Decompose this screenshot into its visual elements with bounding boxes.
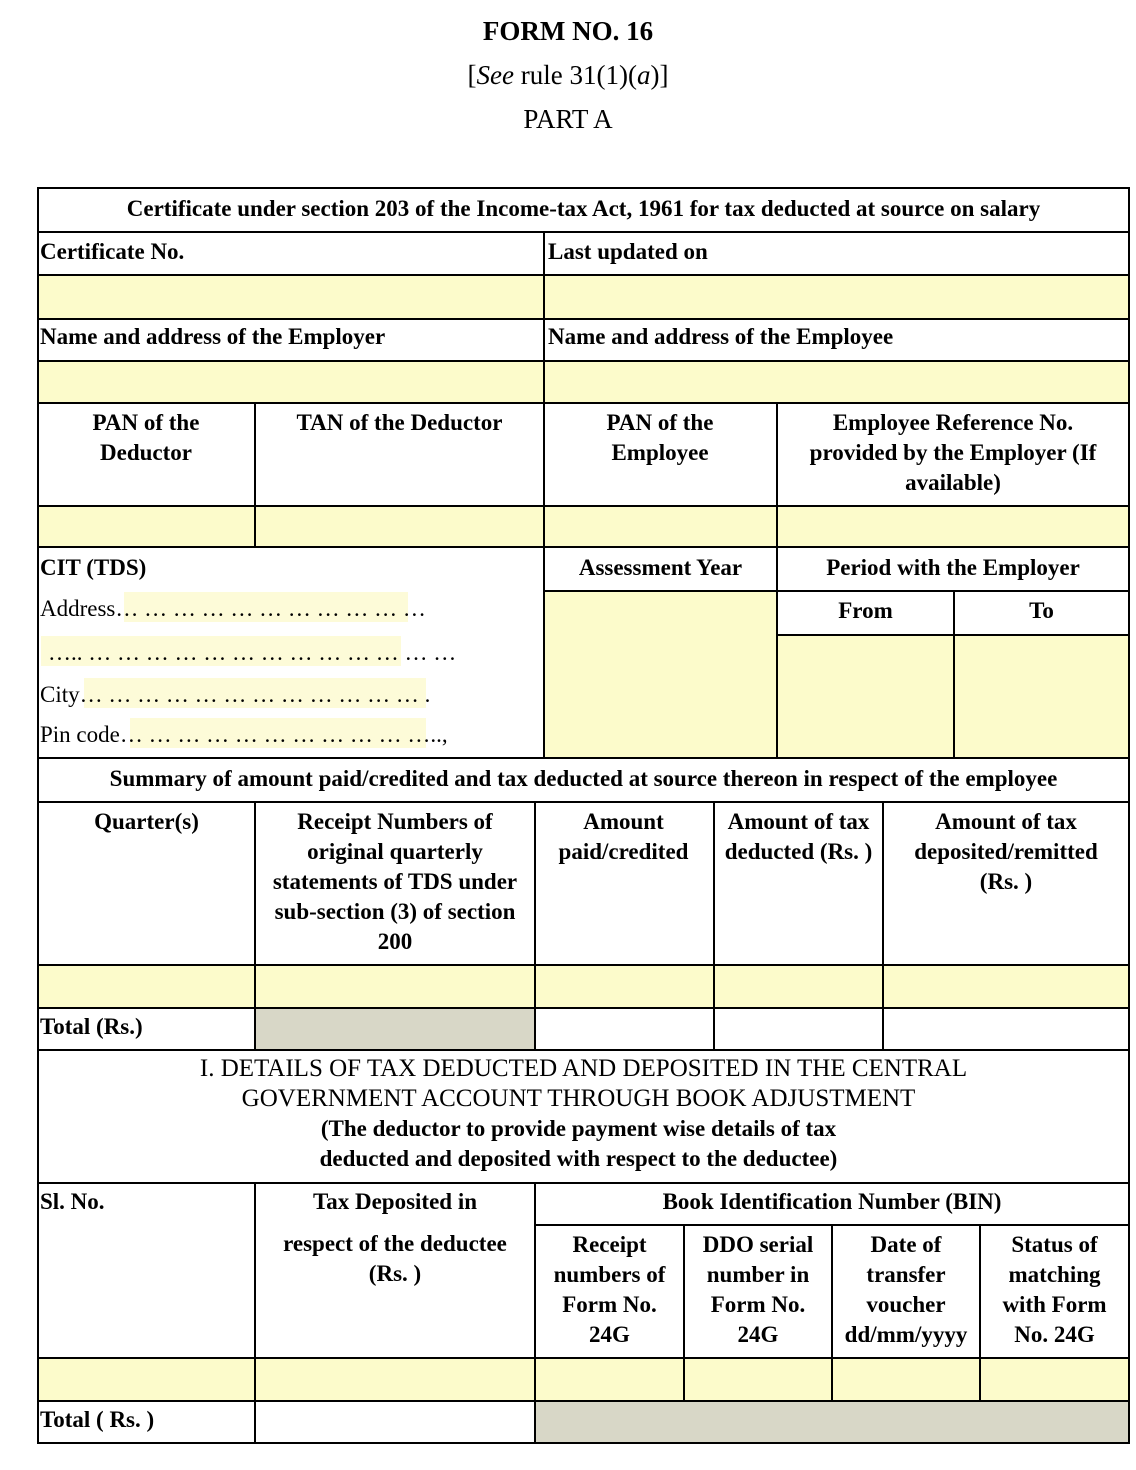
tax-deducted-field[interactable] [715, 966, 882, 1007]
sl-no-header: Sl. No. [40, 1189, 105, 1214]
receipt-24g-field[interactable] [536, 1359, 683, 1400]
rule-text: rule 31(1)( [514, 60, 637, 90]
border-h [37, 757, 1130, 759]
employer-name-address-field[interactable] [39, 362, 543, 402]
address-line [40, 594, 426, 624]
pin-dots: … … … … … … … … … … ….., [119, 722, 448, 747]
border-v [254, 1182, 256, 1444]
date-transfer-header: Date of transfer voucher dd/mm/yyyy [844, 1232, 968, 1347]
border-h [37, 505, 1130, 507]
sl-no-field[interactable] [39, 1359, 254, 1400]
employee-name-address-field[interactable] [545, 362, 1128, 402]
city-label: City [40, 682, 80, 707]
border-h [37, 360, 1130, 362]
receipt-24g-header: Receipt numbers of Form No. 24G [553, 1232, 666, 1347]
total-bin-gray-cell [536, 1402, 1128, 1442]
border-h [37, 318, 1130, 320]
rule-see: See [476, 60, 515, 90]
amount-paid-header: Amount paid/credited [558, 809, 689, 864]
certificate-no-label: Certificate No. [40, 239, 185, 264]
pan-employee-field[interactable] [545, 507, 776, 546]
city-line [40, 680, 430, 710]
border-v [543, 231, 545, 759]
address-dots: … … … … … … … … … … … [115, 596, 426, 621]
summary-total-label: Total (Rs.) [40, 1014, 143, 1039]
employer-name-label: Name and address of the Employer [40, 324, 386, 349]
border-h [37, 1007, 1130, 1009]
certificate-no-field[interactable] [39, 276, 543, 318]
ddo-serial-field[interactable] [685, 1359, 831, 1400]
border-v [254, 801, 256, 1051]
date-transfer-field[interactable] [833, 1359, 979, 1400]
ddo-serial-header: DDO serial number in Form No. 24G [702, 1232, 814, 1347]
pan-employee-label: PAN of the Employee [606, 410, 714, 465]
pin-label: Pin code [40, 722, 120, 747]
book-adjustment-title-2: GOVERNMENT ACCOUNT THROUGH BOOK ADJUSTMENT [241, 1085, 916, 1112]
tax-deposited-field[interactable] [884, 966, 1128, 1007]
border-h [37, 187, 1130, 189]
address-label: Address [40, 596, 116, 621]
period-label: Period with the Employer [826, 555, 1080, 580]
tax-deposited-deductee-field[interactable] [256, 1359, 534, 1400]
border-v [882, 801, 884, 1051]
tan-deductor-label: TAN of the Deductor [296, 410, 503, 435]
tax-deposited-deductee-header-2: respect of the deductee (Rs. ) [283, 1231, 507, 1286]
rule-reference [0, 59, 1136, 91]
border-h [37, 231, 1130, 233]
border-h [37, 964, 1130, 966]
border-v [534, 801, 536, 1051]
tax-deposited-header: Amount of tax deposited/remitted (Rs. ) [914, 809, 1098, 894]
period-to-field[interactable] [955, 636, 1128, 757]
rule-a: a [636, 60, 651, 90]
status-matching-header: Status of matching with Form No. 24G [1002, 1232, 1107, 1347]
tax-deducted-header: Amount of tax deducted (Rs. ) [724, 809, 873, 864]
quarter-field[interactable] [39, 966, 254, 1007]
total-receipt-gray-cell [256, 1009, 534, 1049]
assessment-year-field[interactable] [545, 592, 776, 757]
border-h [37, 1400, 1130, 1402]
address-line-2: ….. … … … … … … … … … … … … … [48, 640, 457, 665]
period-from-field[interactable] [778, 636, 953, 757]
tan-deductor-field[interactable] [256, 507, 543, 546]
last-updated-label: Last updated on [548, 239, 708, 264]
book-adjustment-title-4: deducted and deposited with respect to the deductee) [319, 1146, 838, 1171]
employee-ref-label: Employee Reference No. provided by the Employer (If available) [809, 410, 1097, 495]
pan-deductor-field[interactable] [39, 507, 254, 546]
receipt-number-field[interactable] [256, 966, 534, 1007]
border-h [37, 1442, 1130, 1444]
amount-paid-field[interactable] [536, 966, 713, 1007]
border-h [37, 1182, 1130, 1184]
border-h [37, 801, 1130, 803]
pin-line [40, 720, 448, 750]
employee-name-label: Name and address of the Employee [548, 324, 894, 349]
border-h [37, 1049, 1130, 1051]
status-matching-field[interactable] [981, 1359, 1128, 1400]
certificate-title: Certificate under section 203 of the Income-tax Act, 1961 for tax deducted at source on salary [126, 196, 1041, 221]
pan-deductor-label: PAN of the Deductor [92, 410, 200, 465]
tax-deposited-deductee-header-1: Tax Deposited in [312, 1189, 478, 1214]
border-v [831, 1224, 833, 1402]
city-dots: … … … … … … … … … … … … . [79, 682, 431, 707]
rule-close: )] [650, 60, 669, 90]
rule-open: [ [467, 60, 477, 90]
receipt-numbers-header: Receipt Numbers of original quarterly statements of TDS under sub-section (3) of section 200 [272, 809, 518, 954]
quarters-header: Quarter(s) [94, 809, 199, 834]
border-h [37, 402, 1130, 404]
border-v [534, 1182, 536, 1444]
border-v [1128, 187, 1130, 1444]
border-h [37, 274, 1130, 276]
form-number: FORM NO. 16 [482, 16, 654, 46]
last-updated-field[interactable] [545, 276, 1128, 318]
book-adjustment-title-3: (The deductor to provide payment wise details of tax [320, 1116, 837, 1141]
bin-header: Book Identification Number (BIN) [662, 1189, 1002, 1214]
border-h [543, 590, 1130, 592]
cit-tds-label: CIT (TDS) [40, 555, 147, 580]
book-total-label: Total ( Rs. ) [40, 1407, 155, 1432]
border-h [37, 1357, 1130, 1359]
border-h [37, 546, 1130, 548]
book-adjustment-title-1: I. DETAILS OF TAX DEDUCTED AND DEPOSITED IN THE CENTRAL [199, 1055, 968, 1082]
employee-ref-field[interactable] [778, 507, 1128, 546]
border-v [683, 1224, 685, 1402]
summary-title: Summary of amount paid/credited and tax deducted at source thereon in respect of the employee [109, 766, 1058, 791]
part-title: PART A [523, 104, 613, 134]
assessment-year-label: Assessment Year [578, 555, 743, 580]
from-label: From [838, 598, 893, 623]
to-label: To [1029, 598, 1054, 623]
border-v [979, 1224, 981, 1402]
